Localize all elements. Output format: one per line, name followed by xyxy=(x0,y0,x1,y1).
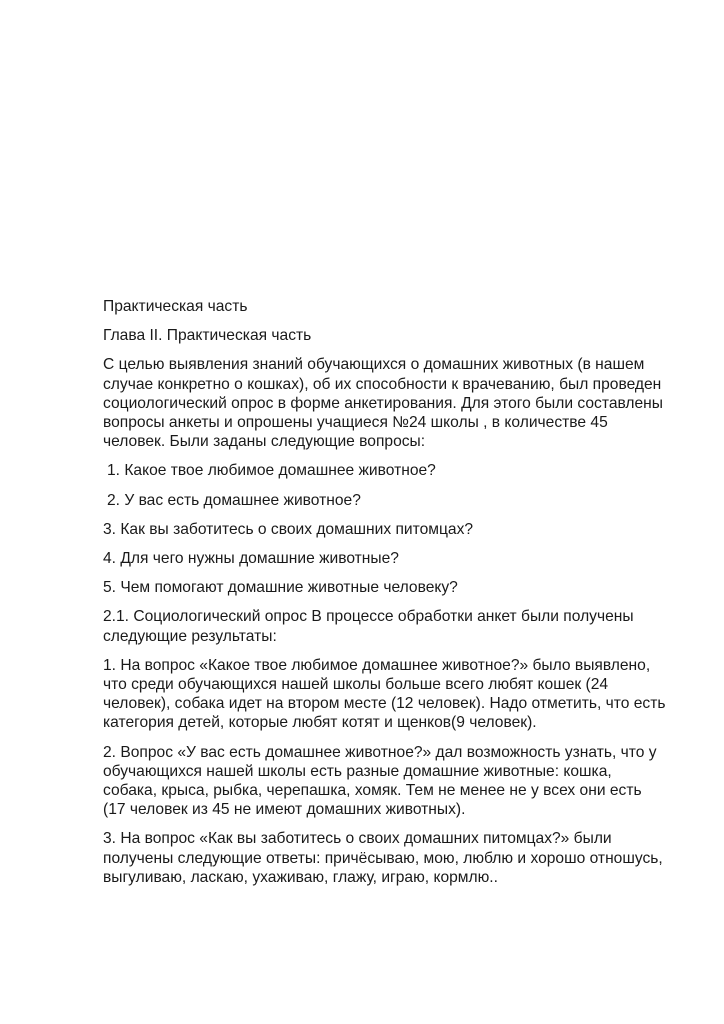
question-3: 3. Как вы заботитесь о своих домашних питомцах? xyxy=(103,520,474,538)
result-3: 3. На вопрос «Как вы заботитесь о своих домашних питомцах?» были получены следующие ответы: причёсываю, мою, люблю и хорошо отношусь, выгуливаю, ласкаю, ухаживаю, глажу, играю, кормлю.. xyxy=(103,830,663,886)
question-2: 2. У вас есть домашнее животное? xyxy=(107,491,361,509)
question-1: 1. Какое твое любимое домашнее животное? xyxy=(107,462,436,480)
question-4: 4. Для чего нужны домашние животные? xyxy=(103,550,399,568)
result-1: 1. На вопрос «Какое твое любимое домашнее животное?» было выявлено, что среди обучающихся нашей школы больше всего любят кошек (24 человек), собака идет на втором месте (12 человек). Надо отметить, что есть категория детей, которые любят котят и щенков(9 человек). xyxy=(103,656,666,732)
intro-paragraph: С целью выявления знаний обучающихся о домашних животных (в нашем случае конкретно о кошках), об их способности к врачеванию, был проведен социологический опрос в форме анкетирования. Для этого были составлены вопросы анкеты и опрошены учащиеся №24 школы , в количестве 45 человек. Были заданы следующие вопросы: xyxy=(103,356,664,451)
document-body xyxy=(103,297,668,897)
section-title: Практическая часть xyxy=(103,298,248,315)
results-heading: 2.1. Социологический опрос В процессе обработки анкет были получены следующие результаты: xyxy=(103,608,634,645)
question-5: 5. Чем помогают домашние животные человеку? xyxy=(103,579,458,597)
result-2: 2. Вопрос «У вас есть домашнее животное?» дал возможность узнать, что у обучающихся нашей школы есть разные домашние животные: кошка, собака, крыса, рыбка, черепашка, хомяк. Тем не менее не у всех они есть (17 человек из 45 не имеют домашних животных). xyxy=(103,743,657,819)
chapter-title: Глава II. Практическая часть xyxy=(103,327,312,345)
